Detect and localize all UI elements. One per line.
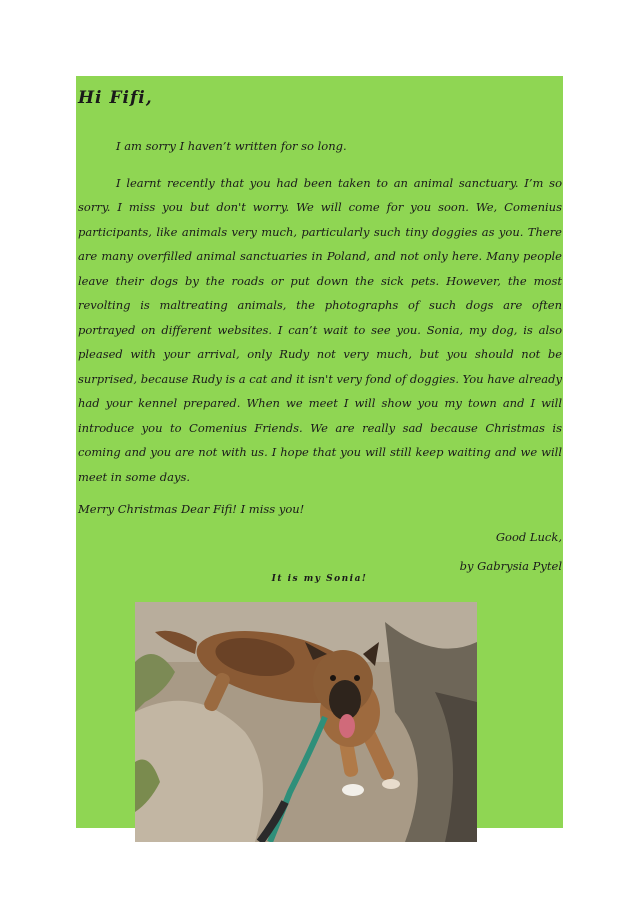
dog-eye-right: [354, 675, 360, 681]
dog-photo: [135, 602, 477, 842]
letter-signature: by Gabrysia Pytel: [459, 558, 562, 573]
letter-greeting: Hi Fifi,: [78, 88, 153, 108]
dog-eye-left: [330, 675, 336, 681]
letter-paragraph-apology: I am sorry I haven’t written for so long.: [116, 139, 347, 153]
photo-caption: It is my Sonia!: [271, 574, 368, 584]
dog-paw-white: [342, 784, 364, 796]
dog-paw-right: [382, 779, 400, 789]
letter-good-luck: Good Luck,: [495, 529, 562, 544]
letter-closing-line: Merry Christmas Dear Fifi! I miss you!: [78, 502, 305, 516]
letter-body: [78, 88, 562, 573]
dog-photo-illustration: [135, 602, 477, 842]
dog-muzzle: [329, 680, 361, 720]
letter-paragraph-main: I learnt recently that you had been taken to an animal sanctuary. I’m so sorry. I miss you but don't worry. We will come for you soon. We, Comenius participants, like animals very much, particularly such tiny doggies as you. There are many overfilled animal sanctuaries in Poland, and not only here. Many people leave their dogs by the roads or put down the sick pets. However, the most revolting is maltreating animals, the photographs of such dogs are often portrayed on different websites. I can’t wait to see you. Sonia, my dog, is also pleased with your arrival, only Rudy not very much, but you should not be surprised, because Rudy is a cat and it isn't very fond of doggies. You have already had your kennel prepared. When we meet I will show you my town and I will introduce you to Comenius Friends. We are really sad because Christmas is coming and you are not with us. I hope that you will still keep waiting and we will meet in some days.: [78, 175, 562, 484]
dog-tongue: [339, 714, 355, 738]
